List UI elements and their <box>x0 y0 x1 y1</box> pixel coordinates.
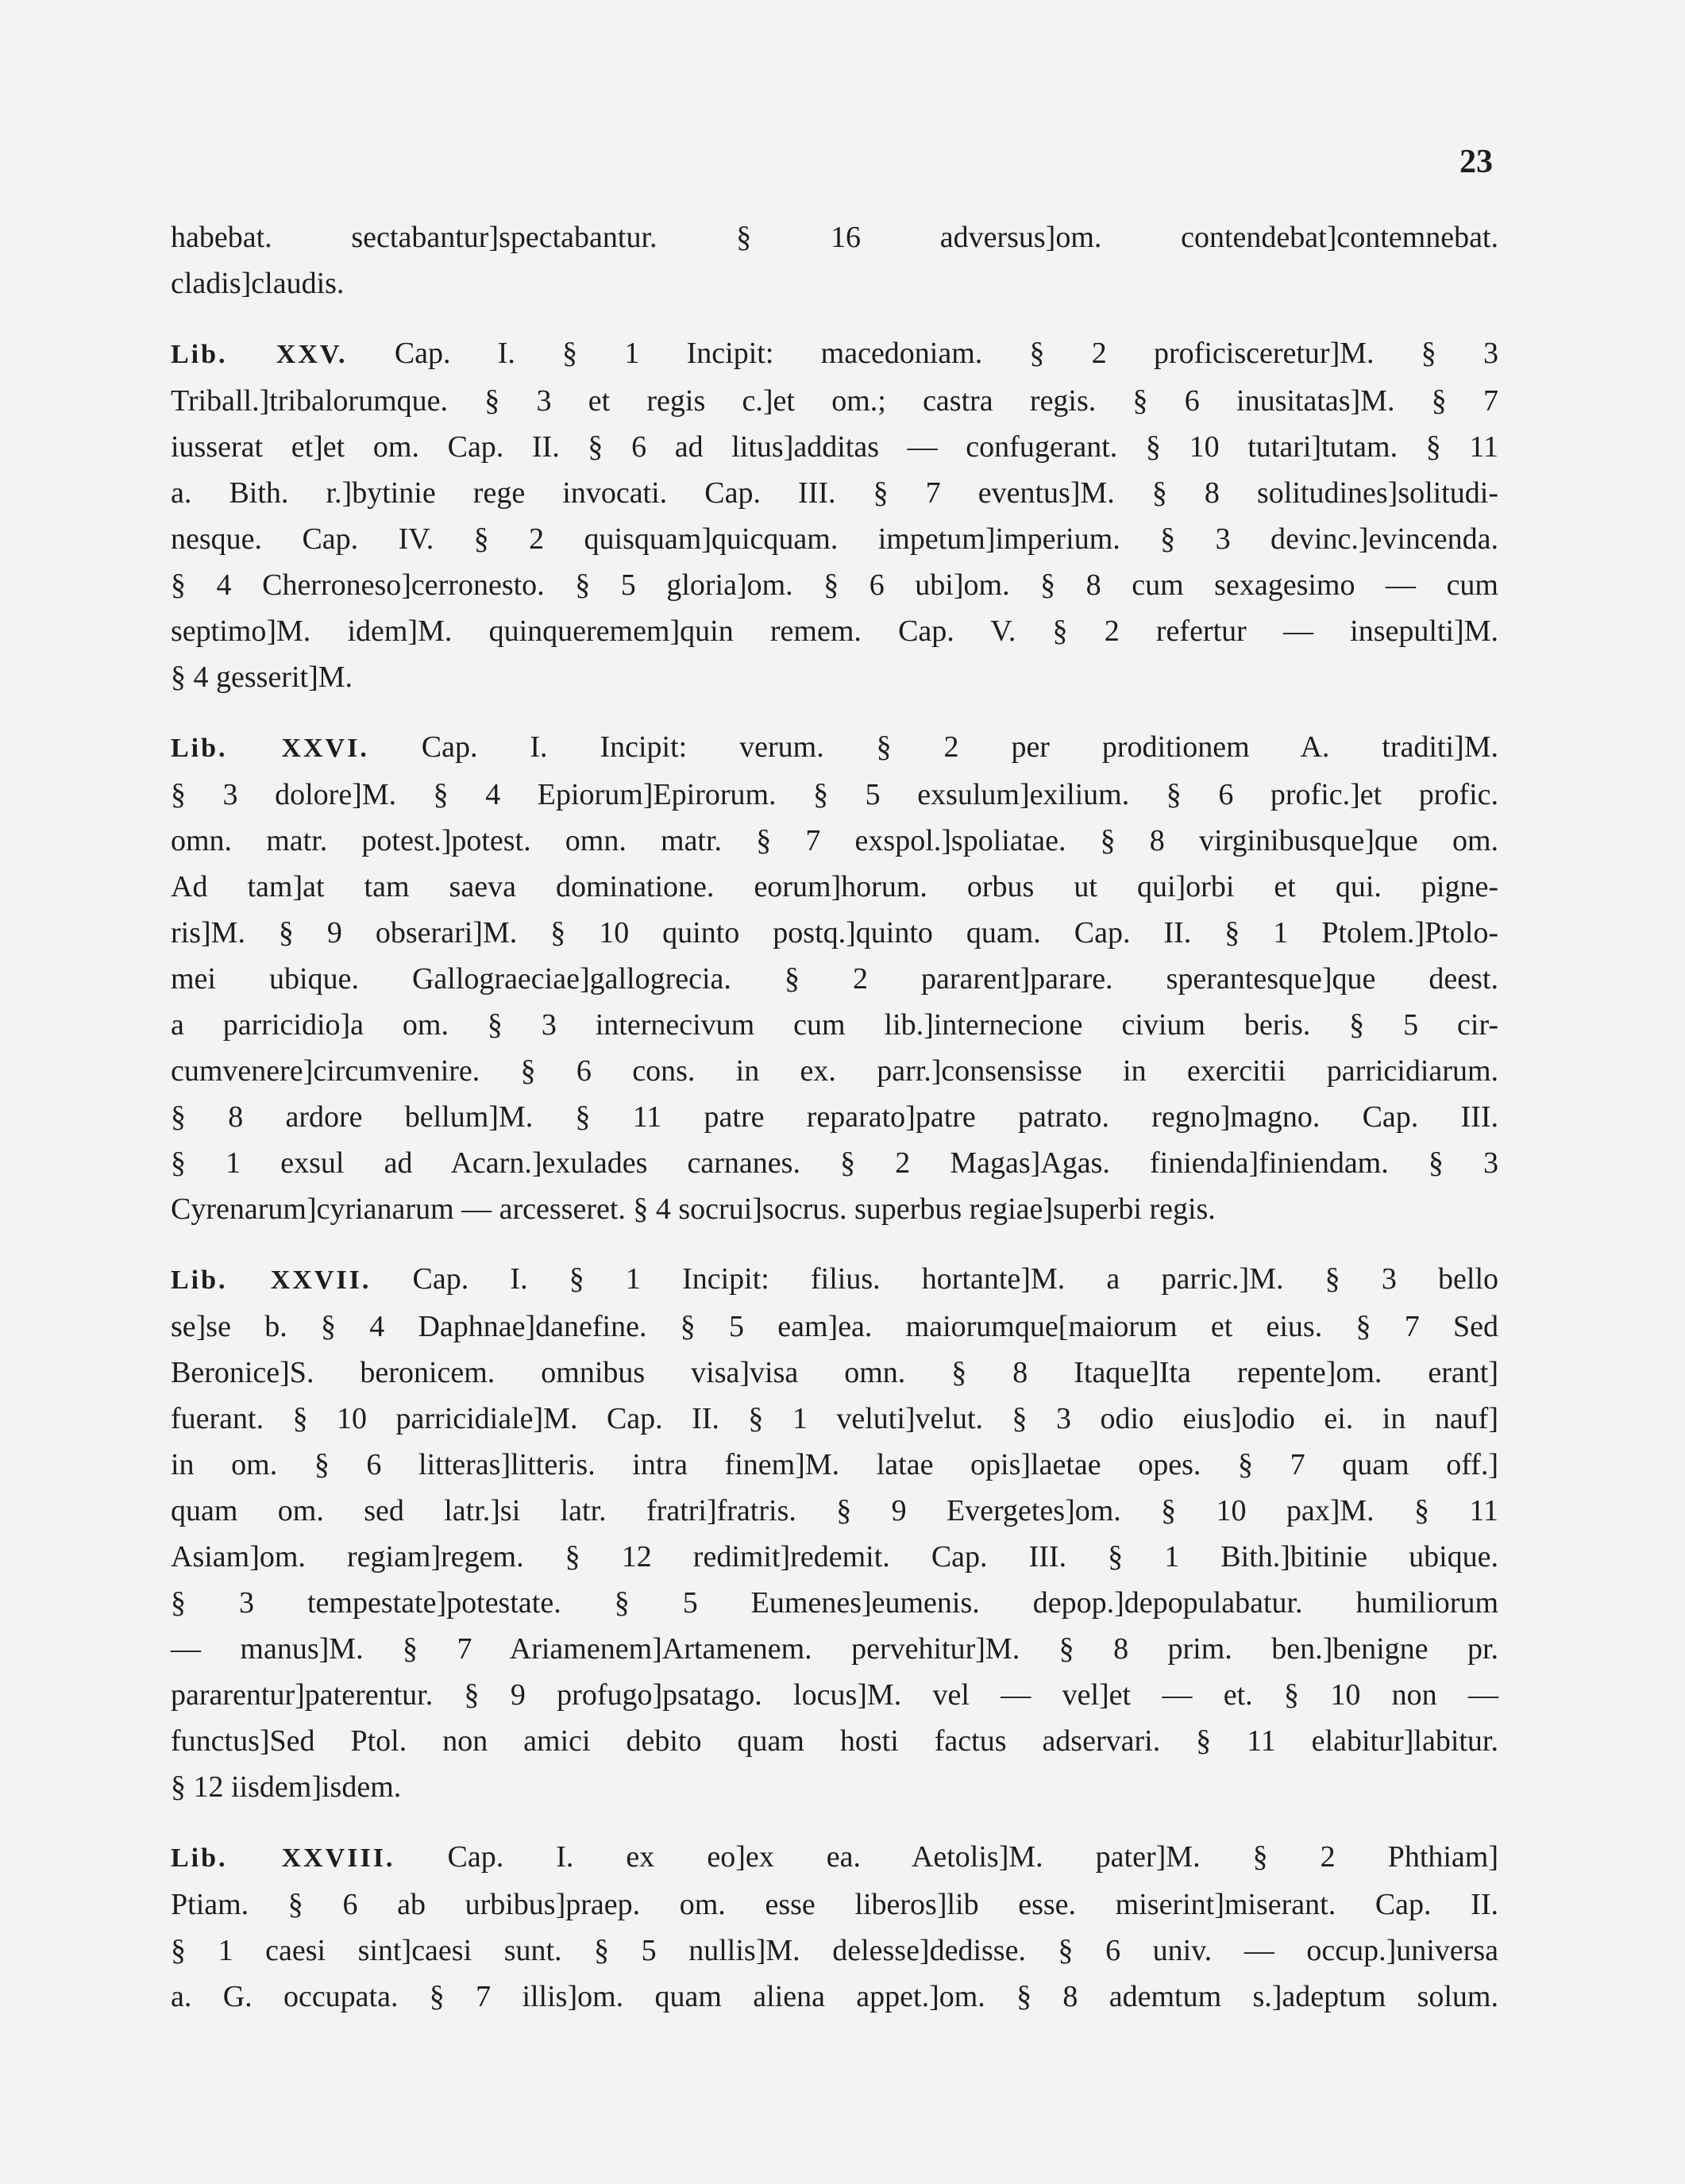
text-line: Cap. I. § 1 Incipit: macedoniam. § 2 proficisceretur]M. § 3 <box>394 337 1499 370</box>
text-line: § 8 ardore bellum]M. § 11 patre reparato]patre patrato. regno]magno. Cap. III. <box>171 1100 1498 1134</box>
text-line: § 1 caesi sint]caesi sunt. § 5 nullis]M. delesse]dedisse. § 6 univ. — occup.]universa <box>171 1934 1498 1967</box>
paragraph-lib-xxv <box>171 330 1498 700</box>
text-line: mei ubique. Gallograeciae]gallogrecia. § 2 pararent]parare. sperantesque]que deest. <box>171 962 1498 996</box>
text-line: Cap. I. § 1 Incipit: filius. hortante]M. a parric.]M. § 3 bello <box>412 1262 1499 1296</box>
text-line: Triball.]tribalorumque. § 3 et regis c.]et om.; castra regis. § 6 inusitatas]M. § 7 <box>171 384 1498 418</box>
text-line: Cyrenarum]cyrianarum — arcesseret. § 4 socrui]socrus. superbus regiae]superbi regis. <box>171 1192 1216 1226</box>
text-line: § 3 tempestate]potestate. § 5 Eumenes]eumenis. depop.]depopulabatur. humiliorum <box>171 1586 1498 1620</box>
text-line: habebat. sectabantur]spectabantur. § 16 adversus]om. contendebat]contemnebat. <box>171 221 1498 254</box>
text-line-with-heading <box>171 330 1498 378</box>
text-line: a. G. occupata. § 7 illis]om. quam aliena appet.]om. § 8 ademtum s.]adeptum solum. <box>171 1980 1498 2013</box>
paragraph-lib-xxviii <box>171 1834 1498 2020</box>
text-line: functus]Sed Ptol. non amici debito quam hosti factus adservari. § 11 elabitur]labitur. <box>171 1724 1498 1758</box>
text-line: nesque. Cap. IV. § 2 quisquam]quicquam. impetum]imperium. § 3 devinc.]evincenda. <box>171 522 1498 556</box>
text-line: quam om. sed latr.]si latr. fratri]fratris. § 9 Evergetes]om. § 10 pax]M. § 11 <box>171 1494 1498 1527</box>
text-line: Ad tam]at tam saeva dominatione. eorum]horum. orbus ut qui]orbi et qui. pigne- <box>171 870 1498 903</box>
text-line: Ptiam. § 6 ab urbibus]praep. om. esse liberos]lib esse. miserint]miserant. Cap. II. <box>171 1888 1498 1921</box>
page-number: 23 <box>1459 144 1493 180</box>
text-line: cumvenere]circumvenire. § 6 cons. in ex. parr.]consensisse in exercitii parricidiarum. <box>171 1054 1498 1088</box>
text-line: a. Bith. r.]bytinie rege invocati. Cap. III. § 7 eventus]M. § 8 solitudines]solitudi- <box>171 476 1498 510</box>
text-line: ris]M. § 9 obserari]M. § 10 quinto postq.]quinto quam. Cap. II. § 1 Ptolem.]Ptolo- <box>171 916 1498 949</box>
book-heading: Lib. XXVI. <box>171 734 369 763</box>
paragraph-lib-xxvii <box>171 1256 1498 1810</box>
text-line: Cap. I. Incipit: verum. § 2 per proditionem A. traditi]M. <box>421 730 1498 764</box>
text-line: Cap. I. ex eo]ex ea. Aetolis]M. pater]M. § 2 Phthiam] <box>447 1840 1499 1874</box>
text-line: § 4 gesserit]M. <box>171 661 353 694</box>
paragraph-lib-xxvi <box>171 724 1498 1232</box>
text-line: Asiam]om. regiam]regem. § 12 redimit]redemit. Cap. III. § 1 Bith.]bitinie ubique. <box>171 1540 1498 1573</box>
text-line: a parricidio]a om. § 3 internecivum cum lib.]internecione civium beris. § 5 cir- <box>171 1008 1498 1042</box>
text-line: — manus]M. § 7 Ariamenem]Artamenem. pervehitur]M. § 8 prim. ben.]benigne pr. <box>171 1632 1498 1666</box>
text-line-with-heading <box>171 724 1498 772</box>
text-line-with-heading <box>171 1256 1498 1304</box>
text-line: Beronice]S. beronicem. omnibus visa]visa omn. § 8 Itaque]Ita repente]om. erant] <box>171 1356 1498 1389</box>
text-line: § 3 dolore]M. § 4 Epiorum]Epirorum. § 5 exsulum]exilium. § 6 profic.]et profic. <box>171 778 1498 811</box>
book-heading: Lib. XXV. <box>171 340 348 369</box>
text-line: septimo]M. idem]M. quinqueremem]quin remem. Cap. V. § 2 refertur — insepulti]M. <box>171 614 1498 648</box>
text-line-with-heading <box>171 1834 1498 1882</box>
text-line: § 12 iisdem]isdem. <box>171 1770 402 1804</box>
text-line: § 4 Cherroneso]cerronesto. § 5 gloria]om. § 6 ubi]om. § 8 cum sexagesimo — cum <box>171 568 1498 602</box>
book-heading: Lib. XXVII. <box>171 1265 372 1295</box>
page-body <box>171 214 1498 2043</box>
text-line: § 1 exsul ad Acarn.]exulades carnanes. § 2 Magas]Agas. finienda]finiendam. § 3 <box>171 1146 1498 1180</box>
text-line: se]se b. § 4 Daphnae]danefine. § 5 eam]ea. maiorumque[maiorum et eius. § 7 Sed <box>171 1310 1498 1343</box>
paragraph-intro <box>171 214 1498 306</box>
text-line: in om. § 6 litteras]litteris. intra finem]M. latae opis]laetae opes. § 7 quam off.] <box>171 1448 1498 1481</box>
text-line: pararentur]paterentur. § 9 profugo]psatago. locus]M. vel — vel]et — et. § 10 non — <box>171 1678 1498 1712</box>
text-line: fuerant. § 10 parricidiale]M. Cap. II. § 1 veluti]velut. § 3 odio eius]odio ei. in nauf] <box>171 1402 1498 1435</box>
book-heading: Lib. XXVIII. <box>171 1843 395 1873</box>
text-line: iusserat et]et om. Cap. II. § 6 ad litus]additas — confugerant. § 10 tutari]tutam. § 11 <box>171 430 1498 464</box>
text-line: omn. matr. potest.]potest. omn. matr. § 7 exspol.]spoliatae. § 8 virginibusque]que om. <box>171 824 1498 857</box>
text-line: cladis]claudis. <box>171 267 345 300</box>
